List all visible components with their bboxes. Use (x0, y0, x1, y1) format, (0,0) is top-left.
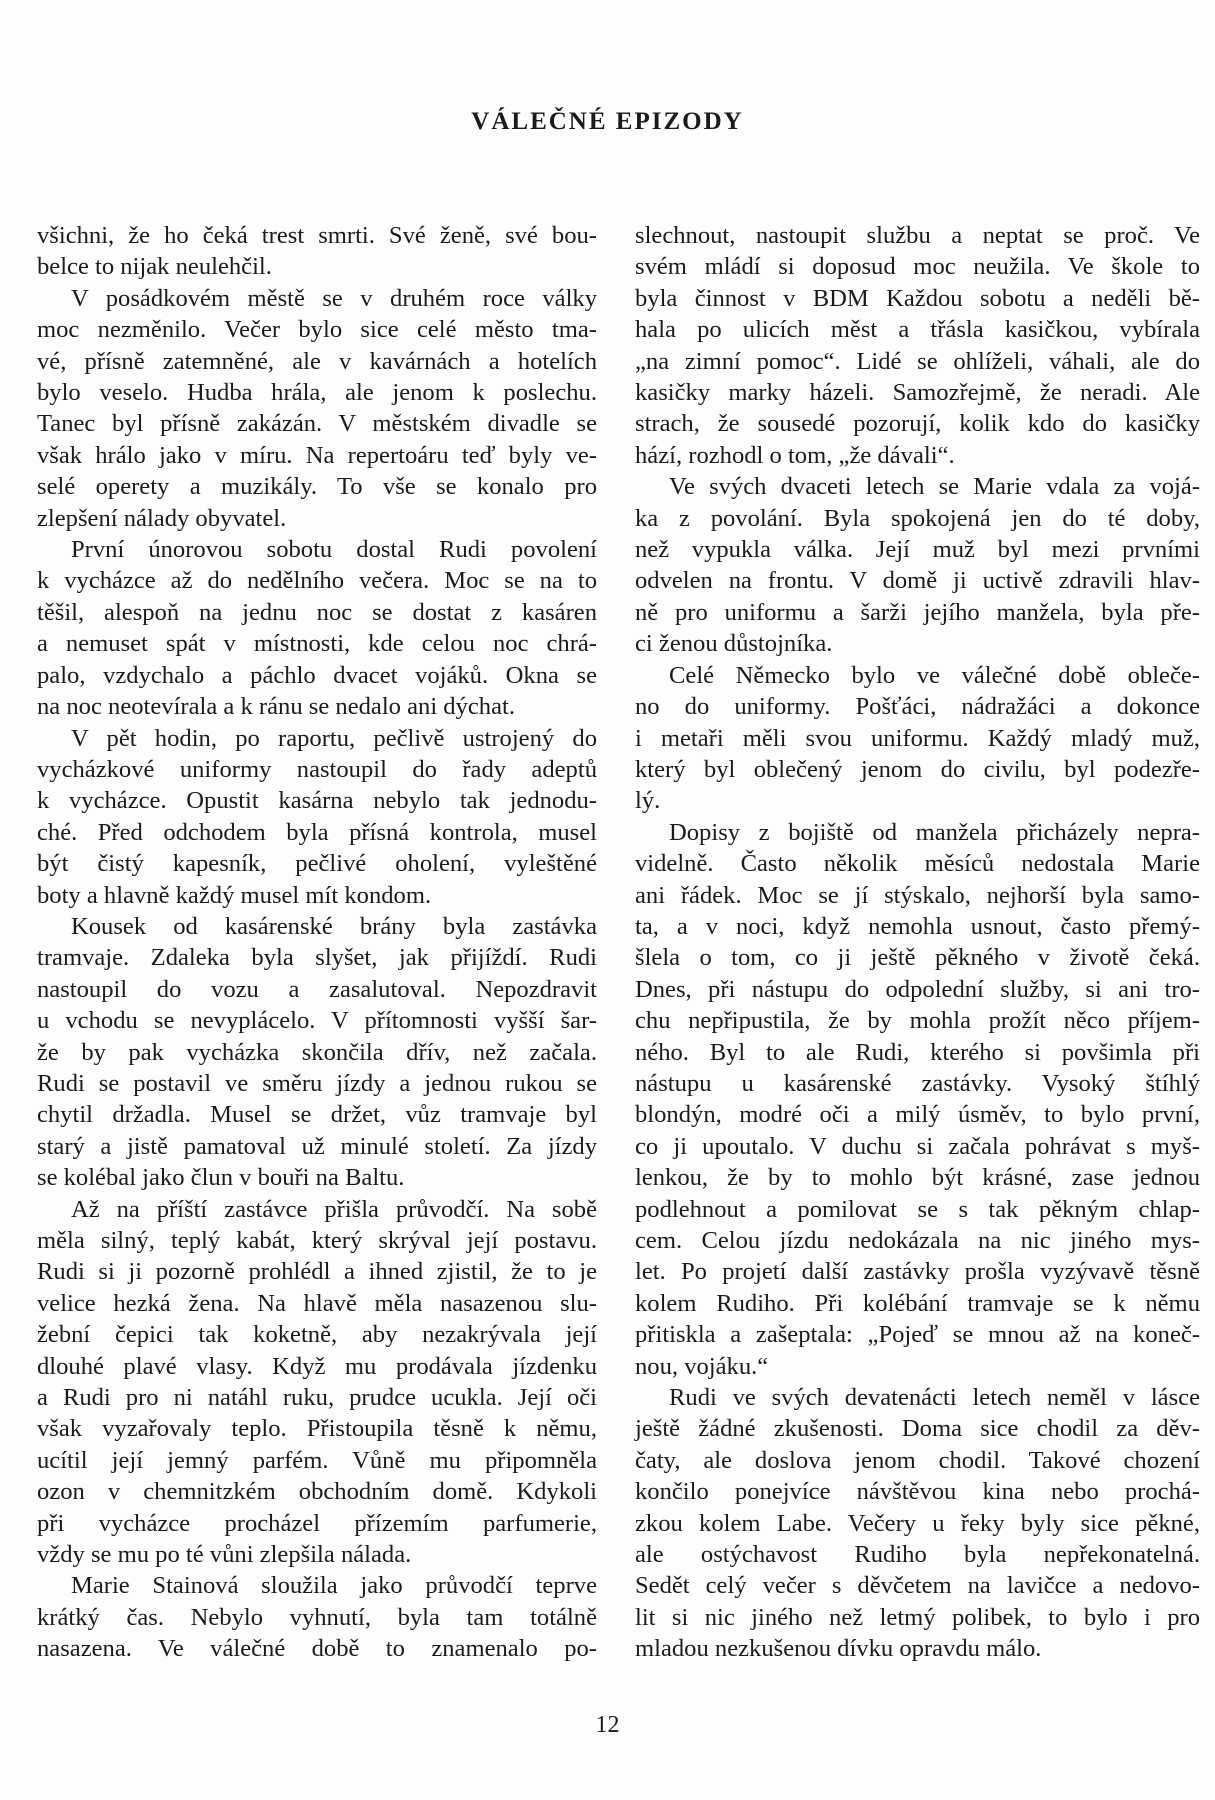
text-line: V posádkovém městě se v druhém roce války (71, 284, 597, 312)
text-line: chu nepřipustila, že by mohla prožít něco příjem- (635, 1007, 1200, 1035)
text-line: Celé Německo bylo ve válečné době obleče- (669, 661, 1200, 689)
text-line: videlně. Často několik měsíců nedostala Marie (635, 850, 1200, 878)
text-line: selé operety a muzikály. To vše se konalo pro (37, 473, 597, 501)
text-line: lit si nic jiného než letmý polibek, to bylo i pro (635, 1603, 1200, 1631)
text-line: „na zimní pomoc“. Lidé se ohlíželi, váhali, ale do (635, 347, 1200, 375)
text-line: žební čepici tak koketně, aby nezakrývala její (37, 1321, 597, 1349)
text-line: kasičky marky házeli. Samozřejmě, že neradi. Ale (635, 379, 1200, 407)
text-line: že by pak vycházka skončila dřív, než začala. (37, 1038, 597, 1066)
text-line: Kousek od kasárenské brány byla zastávka (71, 912, 597, 940)
text-line: a Rudi pro ni natáhl ruku, prudce ucukla. Její oči (37, 1384, 597, 1412)
text-line: zlepšení nálady obyvatel. (37, 504, 287, 532)
text-line: svém mládí si doposud moc neužila. Ve škole to (635, 253, 1200, 281)
text-line: let. Po projetí další zastávky prošla vyzývavě těsně (635, 1258, 1200, 1286)
text-line: který byl oblečený jenom do civilu, byl podezře- (635, 755, 1200, 783)
text-line: těšil, alespoň na jednu noc se dostat z kasáren (37, 598, 597, 626)
text-line: ozon v chemnitzkém obchodním domě. Kdykoli (37, 1478, 597, 1506)
text-line: strach, že sousedé pozorují, kolik kdo do kasičky (635, 410, 1200, 438)
text-line: starý a jistě pamatoval už minulé století. Za jízdy (37, 1132, 597, 1160)
text-line: Marie Stainová sloužila jako průvodčí teprve (71, 1572, 597, 1600)
text-line: šlela o tom, co ji ještě pěkného v životě čeká. (635, 944, 1200, 972)
running-header: VÁLEČNÉ EPIZODY (471, 108, 744, 135)
text-line: Až na příští zastávce přišla průvodčí. Na sobě (71, 1195, 597, 1223)
text-line: co ji upoutalo. V duchu si začala pohrávat s myš- (635, 1132, 1200, 1160)
text-line: se kolébal jako člun v bouři na Baltu. (37, 1164, 405, 1192)
text-line: vé, přísně zatemněné, ale v kavárnách a hotelích (37, 347, 597, 375)
text-line: bylo veselo. Hudba hrála, ale jenom k poslechu. (37, 379, 597, 407)
text-line: lenkou, že by to mohlo být krásné, zase jednou (635, 1164, 1200, 1192)
text-line: k vycházce až do nedělního večera. Moc se na to (37, 567, 597, 595)
text-line: ka z povolání. Byla spokojená jen do té doby, (635, 504, 1200, 532)
text-line: zkou kolem Labe. Večery u řeky byly sice pěkné, (635, 1509, 1200, 1537)
text-line: lý. (635, 787, 661, 815)
text-line: ného. Byl to ale Rudi, kterého si povšimla při (635, 1038, 1200, 1066)
text-line: boty a hlavně každý musel mít kondom. (37, 881, 432, 909)
text-line: nou, vojáku.“ (635, 1352, 769, 1380)
text-line: ci ženou důstojníka. (635, 630, 833, 658)
text-line: V pět hodin, po raportu, pečlivě ustrojený do (71, 724, 597, 752)
text-line: a nemuset spát v místnosti, kde celou noc chrá- (37, 630, 597, 658)
text-line: slechnout, nastoupit službu a neptat se proč. Ve (635, 222, 1200, 249)
text-line: odvelen na frontu. V domě ji uctivě zdravili hlav- (635, 567, 1200, 595)
text-line: cem. Celou jízdu nedokázala na nic jiného mys- (635, 1227, 1200, 1254)
text-line: hází, rozhodl o tom, „že dávali“. (635, 441, 955, 469)
text-line: však hrálo jako v míru. Na repertoáru teď byly ve- (37, 441, 597, 469)
text-line: vycházkové uniformy nastoupil do řady adeptů (37, 755, 597, 783)
text-line: krátký čas. Nebylo vyhnutí, byla tam totálně (37, 1603, 597, 1631)
text-line: Sedět celý večer s děvčetem na lavičce a nedovo- (635, 1572, 1200, 1600)
text-line: u vchodu se nevyplácelo. V přítomnosti vyšší šar- (37, 1007, 597, 1035)
text-line: kolem Rudiho. Při kolébání tramvaje se k němu (635, 1289, 1200, 1317)
text-line: ještě žádné zkušenosti. Doma sice chodil za děv- (635, 1415, 1200, 1443)
text-line: dlouhé plavé vlasy. Když mu prodávala jízdenku (37, 1352, 597, 1380)
text-line: než vypukla válka. Její muž byl mezi prvními (635, 536, 1200, 564)
text-line: byla činnost v BDM Každou sobotu a neděli bě- (635, 284, 1200, 312)
text-line: ani řádek. Moc se jí stýskalo, nejhorší byla samo- (635, 881, 1200, 909)
text-line: Rudi se postavil ve směru jízdy a jednou rukou se (37, 1069, 597, 1097)
text-line: Rudi ve svých devatenácti letech neměl v lásce (669, 1384, 1200, 1412)
text-line: ta, a v noci, když nemohla usnout, často přemý- (635, 912, 1200, 940)
text-line: mladou nezkušenou dívku opravdu málo. (635, 1635, 1042, 1663)
text-line: velice hezká žena. Na hlavě měla nasazenou slu- (37, 1289, 597, 1317)
text-line: podlehnout a pomilovat se s tak pěkným chlap- (635, 1195, 1200, 1223)
text-line: Rudi si ji pozorně prohlédl a ihned zjistil, že to je (37, 1258, 597, 1286)
text-line: všichni, že ho čeká trest smrti. Své ženě, své bou- (37, 222, 597, 249)
text-line: Ve svých dvaceti letech se Marie vdala za vojá- (669, 473, 1200, 501)
text-line: na noc neotevírala a k ránu se nedalo ani dýchat. (37, 693, 516, 721)
text-line: palo, vzdychalo a páchlo dvacet vojáků. Okna se (37, 661, 597, 689)
text-line: Tanec byl přísně zakázán. V městském divadle se (37, 410, 597, 438)
text-line: končilo ponejvíce návštěvou kina nebo prochá- (635, 1478, 1200, 1506)
text-line: chytil držadla. Musel se držet, vůz tramvaje byl (37, 1101, 597, 1129)
text-line: přitiskla a zašeptala: „Pojeď se mnou až na koneč- (635, 1321, 1200, 1349)
text-line: moc nezměnilo. Večer bylo sice celé město tma- (37, 316, 597, 344)
text-line: ché. Před odchodem byla přísná kontrola, musel (37, 818, 597, 846)
text-line: čaty, ale doslova jenom chodil. Takové chození (635, 1446, 1200, 1474)
text-line: nasazena. Ve válečné době to znamenalo po- (37, 1635, 597, 1663)
text-line: i metaři měli svou uniformu. Každý mladý muž, (635, 724, 1200, 752)
text-line: Dnes, při nástupu do odpolední služby, si ani tro- (635, 975, 1200, 1003)
text-line: blondýn, modré oči a milý úsměv, to bylo první, (635, 1101, 1200, 1129)
text-column-left (37, 220, 597, 1665)
text-line: být čistý kapesník, pečlivé oholení, vyleštěné (37, 850, 597, 878)
text-line: ně pro uniformu a šarži jejího manžela, byla pře- (635, 598, 1200, 626)
text-line: hala po ulicích měst a třásla kasičkou, vybírala (635, 316, 1200, 344)
text-line: však vyzařovaly teplo. Přistoupila těsně k němu, (37, 1415, 597, 1443)
text-line: měla silný, teplý kabát, který skrýval její postavu. (37, 1227, 597, 1254)
text-line: při vycházce procházel přízemím parfumerie, (37, 1509, 597, 1537)
text-line: vždy se mu po té vůni zlepšila nálada. (37, 1541, 412, 1569)
text-line: nástupu u kasárenské zastávky. Vysoký štíhlý (635, 1069, 1200, 1097)
text-line: nastoupil do vozu a zasalutoval. Nepozdravit (37, 975, 597, 1003)
text-line: ale ostýchavost Rudiho byla nepřekonatelná. (635, 1541, 1200, 1569)
text-column-right (635, 220, 1200, 1665)
page-number: 12 (595, 1712, 620, 1738)
text-line: no do uniformy. Pošťáci, nádražáci a dokonce (635, 693, 1200, 721)
text-line: První únorovou sobotu dostal Rudi povolení (71, 536, 597, 564)
text-line: tramvaje. Zdaleka byla slyšet, jak přijíždí. Rudi (37, 944, 597, 972)
text-line: k vycházce. Opustit kasárna nebylo tak jednodu- (37, 787, 597, 815)
text-line: belce to nijak neulehčil. (37, 253, 272, 281)
text-line: ucítil její jemný parfém. Vůně mu připomněla (37, 1446, 597, 1474)
text-line: Dopisy z bojiště od manžela přicházely nepra- (669, 818, 1200, 846)
